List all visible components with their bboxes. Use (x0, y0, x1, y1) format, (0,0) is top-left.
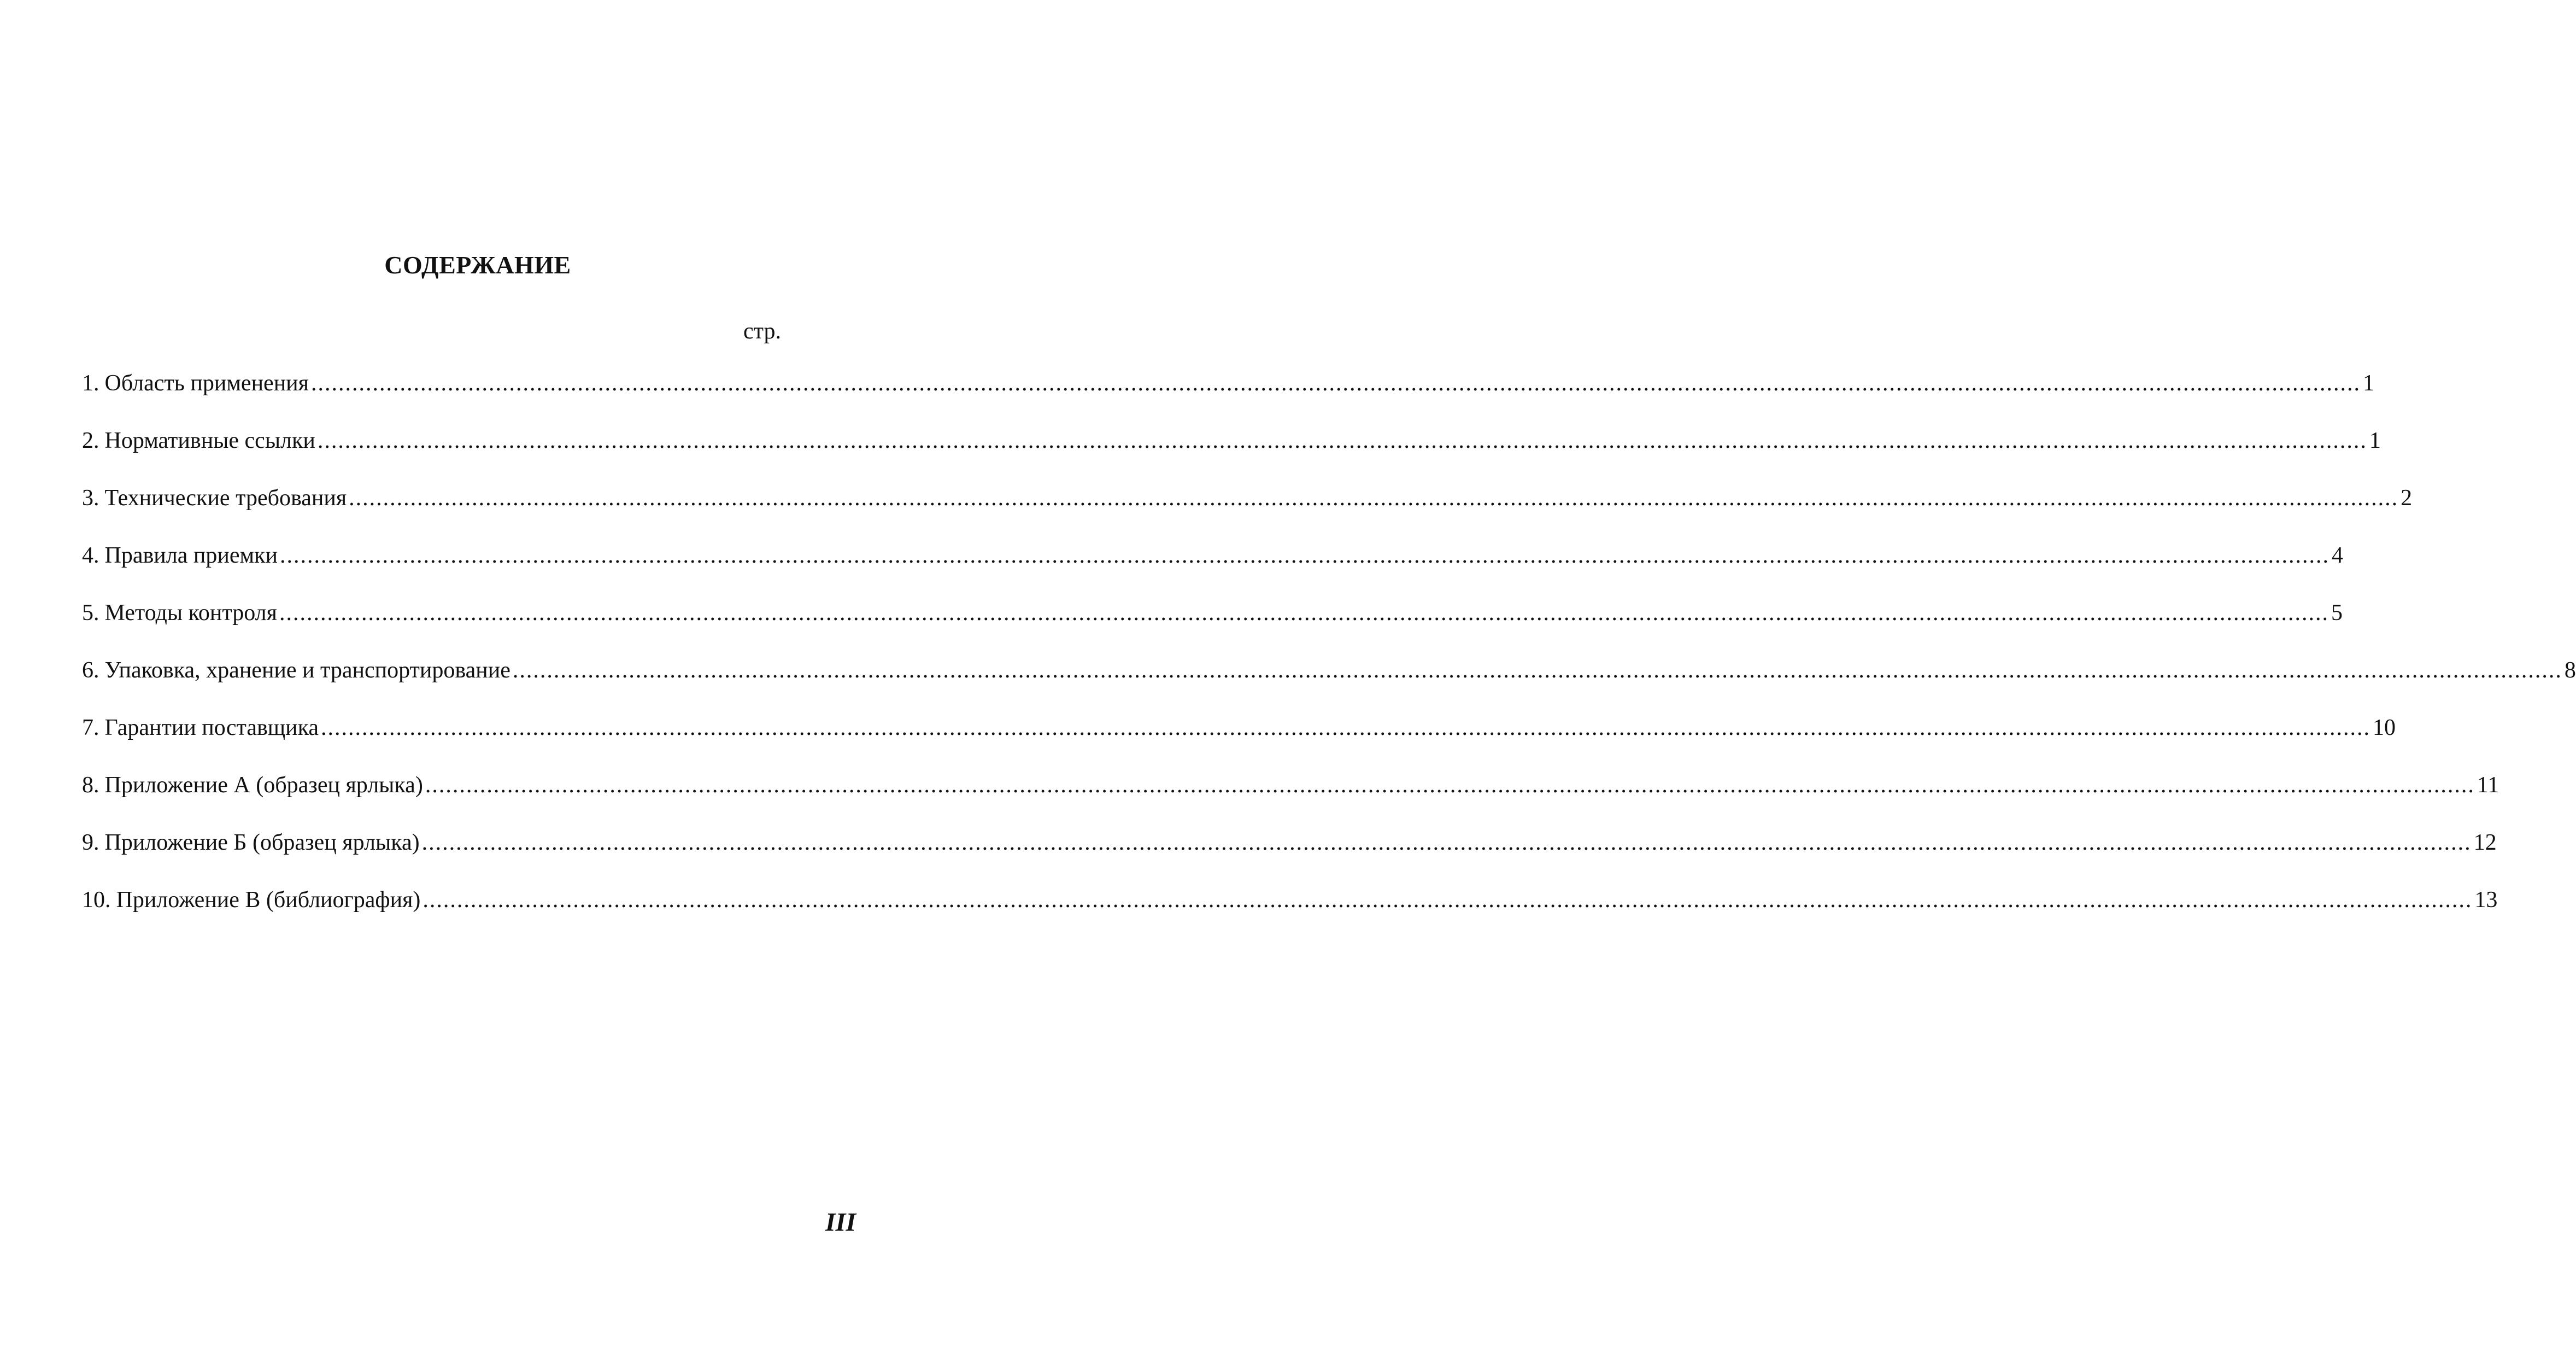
toc-entry-number: 4. (82, 543, 99, 568)
toc-entry-label: Приложение А (образец ярлыка) (104, 773, 423, 798)
toc-entry (82, 887, 2498, 946)
toc-entry-label: Приложение Б (образец ярлыка) (104, 830, 420, 855)
toc-list (82, 371, 2576, 946)
toc-entry-label: Упаковка, хранение и транспортирование (104, 658, 510, 683)
toc-entry-label: Гарантии поставщика (104, 715, 319, 740)
toc-leader-dots: ............................................................................................................................................................................................................................................................................................................ (349, 486, 2399, 511)
toc-entry-number: 2. (82, 428, 99, 453)
toc-leader-dots: ............................................................................................................................................................................................................................................................................................................ (421, 830, 2472, 855)
toc-entry-label: Нормативные ссылки (104, 428, 315, 453)
toc-leader-dots: ............................................................................................................................................................................................................................................................................................................ (279, 600, 2329, 626)
toc-entry-number: 8. (82, 773, 99, 798)
toc-entry (82, 830, 2497, 889)
toc-entry-number: 7. (82, 715, 99, 740)
toc-leader-dots: ............................................................................................................................................................................................................................................................................................................ (310, 371, 2361, 396)
toc-entry-number: 1. (82, 371, 99, 396)
toc-leader-dots: ............................................................................................................................................................................................................................................................................................................ (512, 658, 2562, 683)
toc-entry-number: 9. (82, 830, 99, 855)
toc-entry-number: 5. (82, 600, 99, 626)
toc-entry-label: Методы контроля (104, 600, 277, 626)
toc-leader-dots: ............................................................................................................................................................................................................................................................................................................ (423, 887, 2473, 913)
toc-leader-dots: ............................................................................................................................................................................................................................................................................................................ (425, 773, 2475, 798)
toc-entry-label: Приложение В (библиография) (116, 887, 421, 913)
toc-title: СОДЕРЖАНИЕ (384, 251, 571, 279)
toc-entry-page: 2 (2401, 486, 2413, 511)
toc-entry-label: Область применения (104, 371, 309, 396)
toc-entry (82, 428, 2381, 487)
toc-entry-page: 11 (2477, 773, 2499, 798)
toc-entry-page: 5 (2331, 600, 2343, 626)
page-folio: III (825, 1208, 856, 1237)
toc-entry (82, 486, 2413, 544)
toc-entry-page: 13 (2474, 887, 2498, 913)
toc-entry (82, 600, 2343, 659)
toc-entry-page: 1 (2362, 371, 2374, 396)
toc-leader-dots: ............................................................................................................................................................................................................................................................................................................ (321, 715, 2371, 740)
toc-entry-page: 4 (2331, 543, 2343, 568)
toc-entry-page: 12 (2473, 830, 2497, 855)
toc-entry-number: 3. (82, 486, 99, 511)
toc-entry (82, 715, 2396, 774)
toc-entry (82, 371, 2374, 429)
toc-entry-page: 8 (2564, 658, 2576, 683)
page-column-header: стр. (743, 319, 782, 344)
toc-entry (82, 658, 2576, 716)
toc-entry-number: 6. (82, 658, 99, 683)
toc-entry-page: 1 (2369, 428, 2381, 453)
toc-entry (82, 773, 2499, 831)
toc-entry-number: 10. (82, 887, 111, 913)
toc-leader-dots: ............................................................................................................................................................................................................................................................................................................ (317, 428, 2367, 453)
toc-entry-label: Технические требования (104, 486, 347, 511)
toc-entry-page: 10 (2373, 715, 2396, 740)
toc-entry-label: Правила приемки (104, 543, 278, 568)
toc-leader-dots: ............................................................................................................................................................................................................................................................................................................ (279, 543, 2329, 568)
toc-entry (82, 543, 2343, 601)
